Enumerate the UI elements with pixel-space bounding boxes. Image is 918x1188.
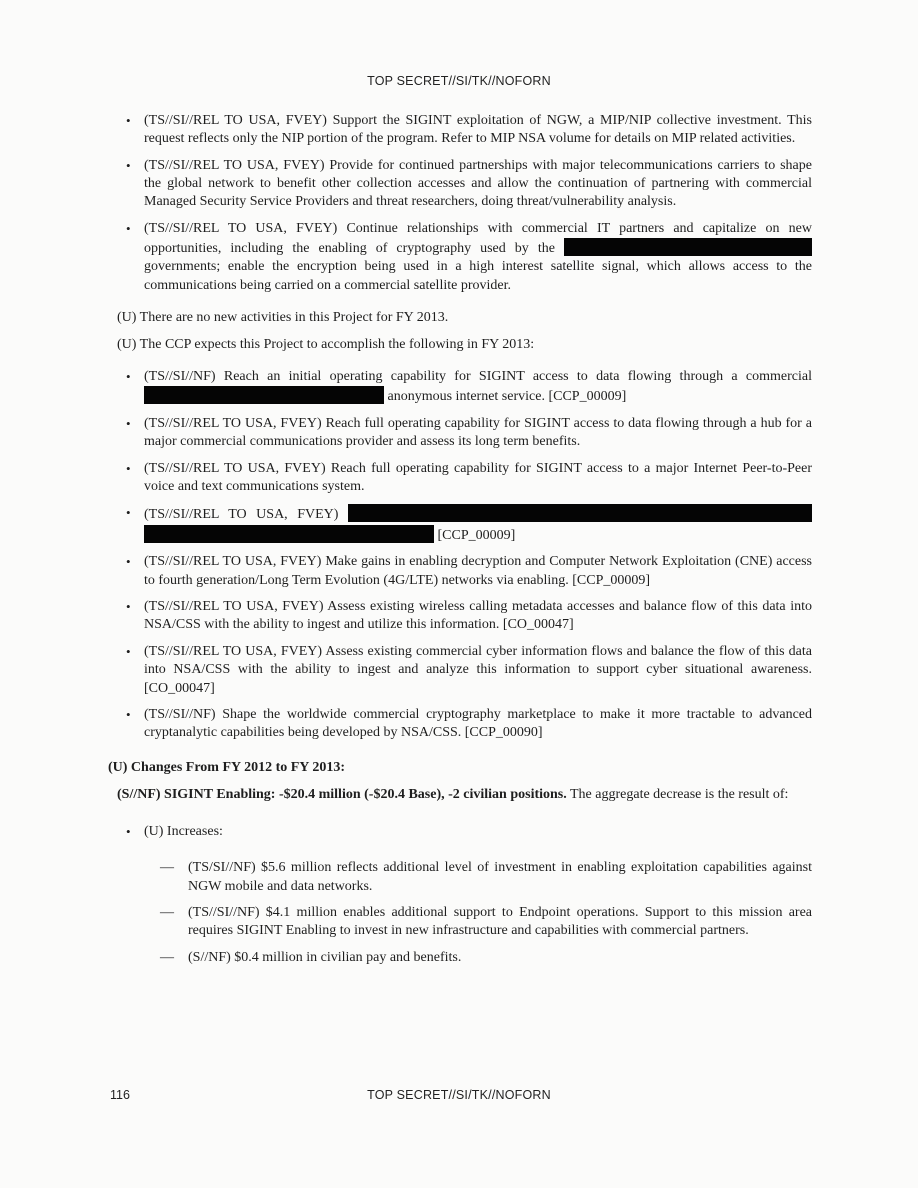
bottom-classification-banner: TOP SECRET//SI/TK//NOFORN [367, 1088, 551, 1102]
paragraph-sigint-enabling [108, 786, 812, 804]
bullet-commercial-it-partners [108, 220, 812, 295]
bullet-text: (TS//SI//REL TO USA, FVEY) [144, 507, 339, 523]
redaction-bar [144, 525, 434, 543]
page-number: 116 [110, 1088, 130, 1102]
bullet-text: (TS//SI//REL TO USA, FVEY) Continue relationships with commercial IT partners and capitalize on new opportunities, including the enabling of cryptography used by the [144, 221, 812, 257]
bullet-cyber-flows: • (TS//SI//REL TO USA, FVEY) Assess existing commercial cyber information flows and balance the flow of this data into NSA/CSS with the ability to ingest and analyze this information to support cyber situational awareness. [CO_00047] [108, 643, 812, 698]
top-classification-banner: TOP SECRET//SI/TK//NOFORN [367, 74, 551, 88]
bullet-anonymous-internet [108, 368, 812, 406]
heading-changes: (U) Changes From FY 2012 to FY 2013: [108, 760, 346, 776]
bullet-text: governments; enable the encryption being used in a high interest satellite signal, which allows access to the communications being carried on a commercial satellite provider. [144, 259, 812, 293]
bullet-ngw: • (TS//SI//REL TO USA, FVEY) Support the SIGINT exploitation of NGW, a MIP/NIP collective investment. This request reflects only the NIP portion of the program. Refer to MIP NSA volume for details on MIP related activities. [108, 112, 812, 148]
paragraph-ccp-expects: (U) The CCP expects this Project to accomplish the following in FY 2013: [117, 336, 535, 352]
enabling-text: The aggregate decrease is the result of: [566, 787, 789, 803]
document-body [108, 112, 812, 976]
bullet-hub-access: • (TS//SI//REL TO USA, FVEY) Reach full operating capability for SIGINT access to data flowing through a hub for a major commercial communications provider and assess its long term benefits. [108, 415, 812, 451]
bullet-p2p-access: • (TS//SI//REL TO USA, FVEY) Reach full operating capability for SIGINT access to a major Internet Peer-to-Peer voice and text communications system. [108, 460, 812, 496]
bullet-text: anonymous internet service. [CCP_00009] [387, 388, 627, 404]
dash-item-ngw-investment: — (TS/SI//NF) $5.6 million reflects additional level of investment in enabling exploitation capabilities against NGW mobile and data networks. [108, 859, 812, 895]
redaction-bar [564, 238, 812, 256]
bullet-text: [CCP_00009] [437, 527, 516, 543]
redaction-bar [348, 504, 812, 522]
paragraph-no-new-activities: (U) There are no new activities in this Project for FY 2013. [117, 310, 449, 326]
redaction-bar [144, 386, 384, 404]
bullet-cryptography-marketplace: • (TS//SI//NF) Shape the worldwide commercial cryptography marketplace to make it more tractable to advanced cryptanalytic capabilities being developed by NSA/CSS. [CCP_00090] [108, 706, 812, 742]
bullet-increases: • (U) Increases: [108, 823, 812, 841]
enabling-bold-lead: (S//NF) SIGINT Enabling: -$20.4 million (-$20.4 Base), -2 civilian positions. [117, 787, 567, 803]
bullet-text: (TS//SI//NF) Reach an initial operating capability for SIGINT access to data flowing through a commercial [144, 368, 812, 384]
bullet-wireless-metadata: • (TS//SI//REL TO USA, FVEY) Assess existing wireless calling metadata accesses and balance flow of this data into NSA/CSS with the ability to ingest and utilize this information. [CO_00047] [108, 598, 812, 634]
bullet-redacted-item [108, 504, 812, 544]
bullet-4g-lte: • (TS//SI//REL TO USA, FVEY) Make gains in enabling decryption and Computer Network Exploitation (CNE) access to fourth generation/Long Term Evolution (4G/LTE) networks via enabling. [CCP_00009] [108, 553, 812, 589]
bullet-telecom-partnerships: • (TS//SI//REL TO USA, FVEY) Provide for continued partnerships with major telecommunications carriers to shape the global network to benefit other collection accesses and allow the continuation of partnering with commercial Managed Security Service Providers and threat researchers, doing threat/vulnerability analysis. [108, 157, 812, 212]
dash-item-civilian-pay: — (S//NF) $0.4 million in civilian pay and benefits. [108, 949, 812, 967]
dash-item-endpoint-operations: — (TS//SI//NF) $4.1 million enables additional support to Endpoint operations. Support to this mission area requires SIGINT Enabling to invest in new infrastructure and capabilities with commercial partners. [108, 904, 812, 940]
